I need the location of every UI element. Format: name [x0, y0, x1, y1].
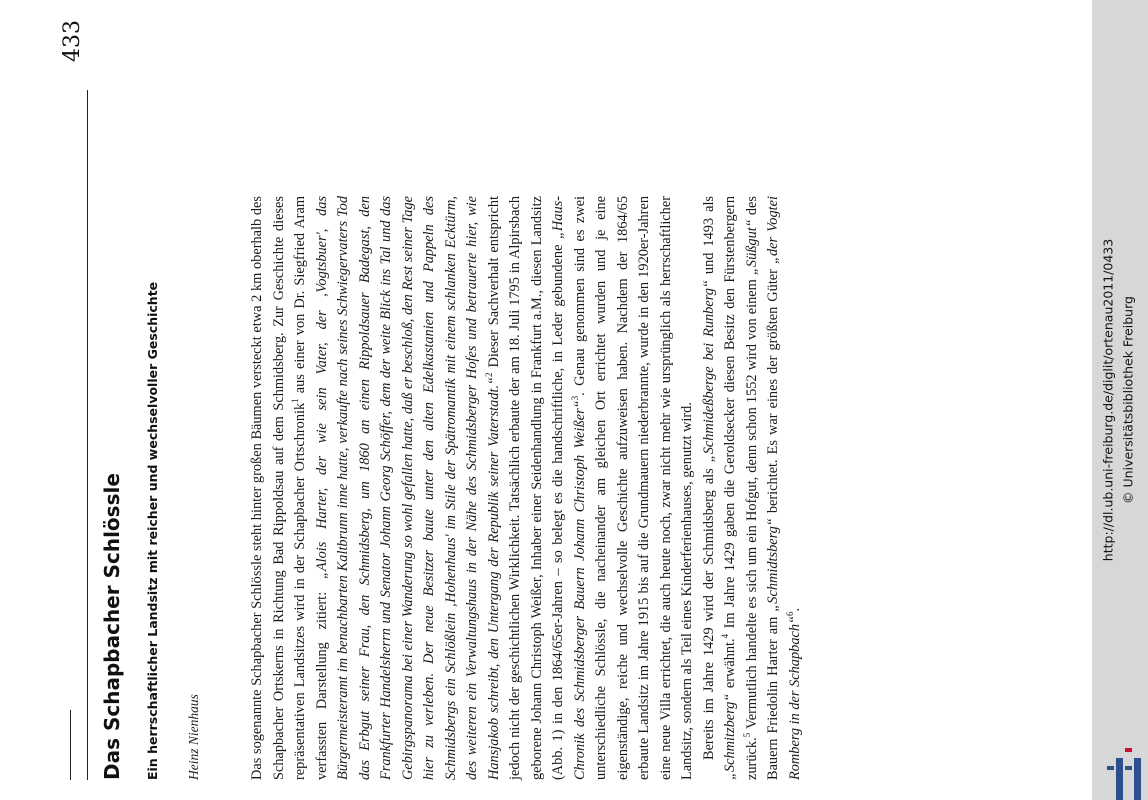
sidebar — [1092, 0, 1148, 800]
text: Im Jahre 1429 gaben die Geroldsecker diesen Besitz den Fürstenbergern zurück. — [722, 196, 760, 780]
logo-bar — [1107, 766, 1114, 770]
text: . — [786, 607, 803, 612]
text: und 1493 als — [700, 195, 717, 281]
text: des Bauern Friedolin Harter am — [743, 196, 781, 780]
article-author: Heinz Nienhaus — [186, 694, 201, 780]
header-rule-left — [70, 710, 71, 780]
footnote-ref: 4 — [720, 633, 731, 639]
quote: „Haus-Chronik des Schmidsberger Bauern Johann Christoph Weißer“ — [550, 196, 588, 780]
quote: „Schmideßberge bei Runberg“ — [700, 280, 717, 463]
text: Bereits im Jahre 1429 wird der Schmidsberg als — [700, 462, 717, 760]
page-number: 433 — [60, 20, 85, 62]
quote: „Alois Harter, der wie sein Vater, der ‚Vogtsbuer', das Bürgermeisteramt im benachbarten Kaltbrunn inne hatte, verkaufte nach seines Schwiegervaters Tod das Erbgut seiner Frau, den Schmidsberg, um 1860 an einen Rippoldsauer Badegast, den Frankfurter Handelsherrn und Senator Johann Georg Schöffer, dem der weite Blick ins Tal und das Gebirgspanorama bei einer Wanderung so wohl gefallen hatte, daß er beschloß, den Rest seiner Tage hier zu verleben. Der neue Besitzer baute unter den alten Edelkastanien und Pappeln des Schmidsbergs ein Schlößlein ‚Hohenhaus' im Stile der Spätromantik mit einem schlanken Ecktürm, des weiteren ein Verwaltungshaus in der Nähe des Schmidsberger Hofes und betrauerte hier, wie Hansjakob schreibt, den Untergang der Republik seiner Vaterstadt.“ — [313, 196, 502, 780]
footnote-ref: 6 — [784, 611, 795, 616]
ub-freiburg-logo-icon — [1092, 738, 1148, 800]
quote: „Süßgut“ — [743, 219, 760, 276]
text: Das sogenannte Schapbacher Schlössle steht hinter großen Bäumen versteckt etwa 2 km oberhalb des Schapbacher Ortskerns in Richtung Bad Rippoldsau auf dem Schmidsberg. Zur Geschichte dieses repräsentativen Landsitzes wird in der Schapbacher Ortschronik — [249, 196, 308, 780]
copyright-notice: © Universitätsbibliothek Freiburg — [1120, 296, 1136, 504]
quote: „Schmitzberg“ — [722, 693, 738, 780]
quote: „der Vogtei Romberg in der Schapbach“ — [765, 196, 803, 780]
logo-bar — [1125, 766, 1132, 770]
logo-bar — [1134, 758, 1141, 800]
article-body — [247, 196, 806, 780]
article-title: Das Schapbacher Schlössle — [100, 473, 124, 780]
paragraph-2 — [699, 196, 807, 780]
text: aus einer von Dr. Siegfried Aram verfassten Darstellung zitiert: — [292, 196, 330, 780]
text: berichtet. Es war eines der größten Güter — [765, 264, 781, 519]
logo-bar — [1116, 758, 1123, 800]
text: Vermutlich handelte es sich um ein Hofgut, denn schon 1552 wird von einem — [743, 275, 760, 733]
footnote-ref: 3 — [569, 395, 580, 401]
text: . Genau genommen sind es zwei unterschiedliche Schlössle, die nacheinander am gleichen Ort errichtet wurden und je eine eigenständige, reiche und wechselvolle Geschichte aufzuweisen haben. Nachdem der 1864/65 erbaute Landsitz im Jahre 1915 bis auf die Grundmauern niederbrannte, wurde in den 1920er-Jahren eine neue Villa errichtet, die auch heute noch, zwar nicht mehr wie ursprünglich als herrschaftlicher Landsitz, sondern als Teil eines Kinderferienhauses, genutzt wird. — [571, 196, 695, 780]
source-url-link[interactable]: http://dl.ub.uni-freiburg.de/diglit/ortenau2011/0433 — [1100, 238, 1116, 562]
footnote-ref: 1 — [290, 398, 301, 403]
text: Dieser Sachverhalt entspricht jedoch nicht der geschichtlichen Wirklichkeit. Tatsächlich erbaute der am 18. Juli 1795 in Alpirsbach geborene Johann Christoph Weißer, Inhaber einer Seidenhandlung in Frankfurt a.M., diesen Landsitz (Abb. 1) in den 1864/65er-Jahren – so belegt es die handschriftliche, in Leder gebundene — [485, 196, 566, 780]
header-rule — [87, 90, 88, 780]
footnote-ref: 2 — [483, 372, 494, 377]
rotated-page — [60, 20, 1090, 780]
paragraph-1 — [247, 196, 699, 780]
logo-bar-red — [1125, 748, 1132, 752]
text: erwähnt. — [722, 638, 738, 694]
quote: „Schmidtsberg“ — [765, 518, 781, 612]
footnote-ref: 5 — [741, 732, 752, 738]
article-subtitle: Ein herrschaftlicher Landsitz mit reicher und wechselvoller Geschichte — [145, 281, 160, 780]
